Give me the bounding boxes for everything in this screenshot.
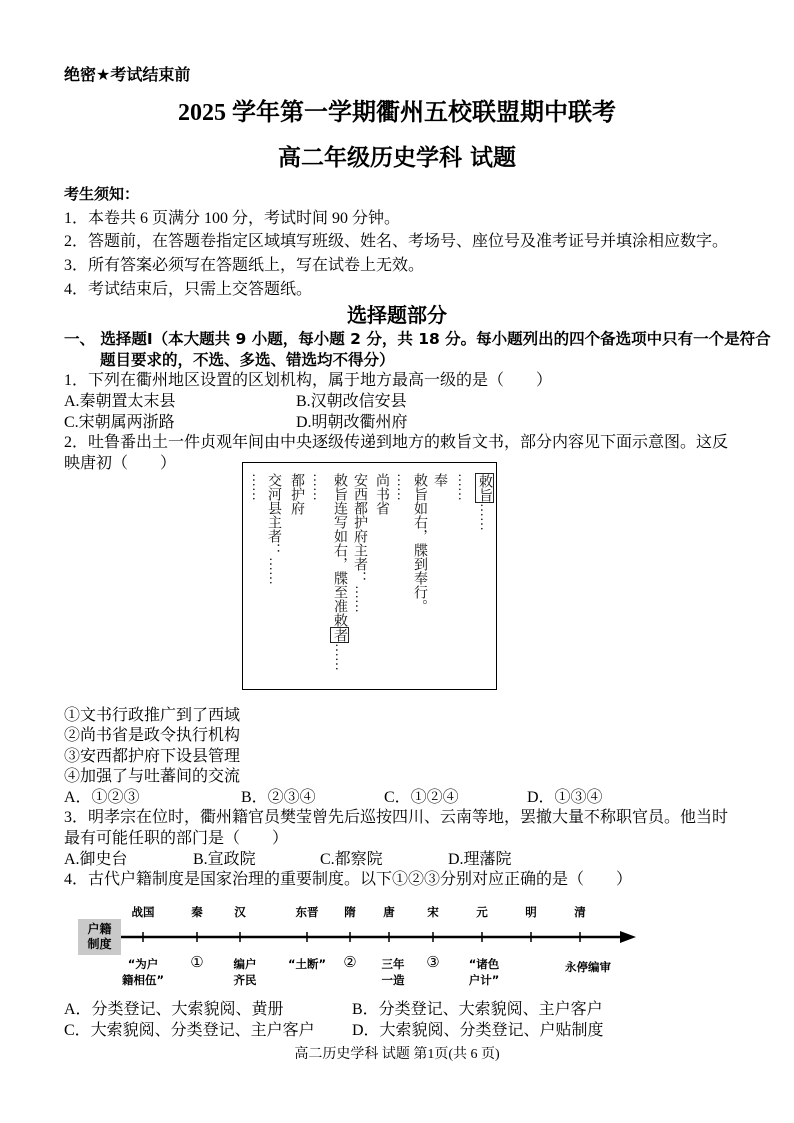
q3-option-a: A.御史台 <box>64 851 128 868</box>
q2-statement: ②尚书省是政令执行机构 <box>64 727 241 744</box>
q3-option-d: D.理藩院 <box>448 851 512 868</box>
column-text: 敕旨连写如右，牒至准敕 <box>332 473 347 627</box>
timeline-marker-line: “诸色 <box>468 957 500 971</box>
q2-option-a: A．①②③ <box>64 789 140 806</box>
boxed-text: 敕旨 <box>477 474 492 502</box>
edict-column: 尚书省 <box>374 473 389 515</box>
boxed-text: 者 <box>332 628 347 642</box>
section-heading: 一、 选择题Ⅰ（本大题共 9 小题，每小题 2 分，共 18 分。每小题列出的四个备选项中只有一个是符合题目要求的，不选、多选、错选均不得分） <box>64 330 771 369</box>
timeline-period: 清 <box>574 905 586 919</box>
q2-stem: 2．吐鲁番出土一件贞观年间由中央逐级传递到地方的敕旨文书，部分内容见下面示意图。这反映唐初（ ） <box>64 434 729 472</box>
notice-item: 3．所有答案必须写在答题纸上，写在试卷上无效。 <box>64 257 425 274</box>
q2-statement: ③安西都护府下设县管理 <box>64 748 241 765</box>
timeline-period: 元 <box>476 905 488 919</box>
timeline-blank-2: ② <box>343 955 357 971</box>
timeline-category-box <box>78 919 121 955</box>
edict-column: 奉 <box>432 473 447 487</box>
exam-subtitle: 高二年级历史学科 试题 <box>277 145 516 171</box>
column-text: …… <box>477 503 492 531</box>
q3-stem: 3．明孝宗在位时，衢州籍官员樊莹曾先后巡按四川、云南等地，罢撤大量不称职官员。他当时最有可能任职的部门是（ ） <box>64 809 729 847</box>
notice-item: 2．答题前，在答题卷指定区域填写班级、姓名、考场号、座位号及准考证号并填涂相应数字。 <box>64 233 729 250</box>
timeline-period: 秦 <box>191 905 203 919</box>
edict-column: …… <box>394 473 409 501</box>
q4-option-d: D．大索貌阅、分类登记、户贴制度 <box>352 1022 604 1039</box>
edict-column: …… <box>455 473 470 501</box>
timeline-period: 隋 <box>344 905 356 919</box>
edict-column: 交河县主者：…… <box>266 473 281 585</box>
q4-stem: 4．古代户籍制度是国家治理的重要制度。以下①②③分别对应正确的是（ ） <box>64 871 633 888</box>
q4-option-b: B．分类登记、大索貌阅、主户客户 <box>352 1001 603 1018</box>
page-footer: 高二历史学科 试题 第1页(共 6 页) <box>294 1047 500 1062</box>
q1-option-a: A.秦朝置太末县 <box>64 393 176 410</box>
q2-option-d: D．①③④ <box>527 789 603 806</box>
timeline-marker-line: 一造 <box>381 973 405 987</box>
timeline-marker <box>279 956 335 972</box>
q3-option-b: B.宣政院 <box>193 851 256 868</box>
timeline-marker-line: 户计” <box>468 973 500 987</box>
timeline-marker-line: 三年 <box>381 957 405 971</box>
household-registration-timeline <box>70 898 640 990</box>
timeline-period: 汉 <box>234 905 246 919</box>
edict-column: 敕旨如右，牒到奉行。 <box>412 473 427 613</box>
q2-statement: ④加强了与吐蕃间的交流 <box>64 768 241 785</box>
timeline-marker <box>456 956 512 988</box>
timeline-period: 唐 <box>383 905 395 919</box>
notice-item: 4．考试结束后，只需上交答题纸。 <box>64 281 313 298</box>
timeline-arrowhead <box>620 931 636 943</box>
timeline-marker <box>115 956 171 988</box>
edict-column: …… <box>310 473 325 501</box>
timeline-marker-line: 永停编审 <box>565 960 611 974</box>
timeline-period: 战国 <box>131 905 155 919</box>
edict-column: 安西都护府主者：…… <box>352 473 367 613</box>
section-title: 选择题部分 <box>347 303 447 327</box>
timeline-period: 宋 <box>427 905 439 919</box>
edict-column <box>476 473 492 531</box>
q2-statement: ①文书行政推广到了西域 <box>64 707 241 724</box>
timeline-marker-line: “土断” <box>287 957 327 971</box>
q1-option-b: B.汉朝改信安县 <box>296 393 407 410</box>
q4-option-c: C．大索貌阅、分类登记、主户客户 <box>64 1022 315 1039</box>
timeline-blank-1: ① <box>190 955 204 971</box>
timeline-category-label: 户籍制度 <box>87 922 112 951</box>
timeline-period: 明 <box>525 905 537 919</box>
timeline-blank-3: ③ <box>426 955 440 971</box>
edict-column: 都护府 <box>289 473 304 515</box>
timeline-marker <box>560 959 616 975</box>
q2-option-c: C．①②④ <box>384 789 459 806</box>
timeline-marker <box>217 956 273 988</box>
timeline-marker-line: 齐民 <box>233 973 257 987</box>
timeline-marker <box>365 956 421 988</box>
q2-option-b: B．②③④ <box>241 789 316 806</box>
confidential-label: 绝密★考试结束前 <box>64 65 191 84</box>
timeline-marker-line: 籍相伍” <box>121 973 165 987</box>
timeline-marker-line: 编户 <box>233 957 257 971</box>
q1-stem: 1．下列在衢州地区设置的区划机构，属于地方最高一级的是（ ） <box>64 372 553 389</box>
timeline-period: 东晋 <box>295 905 319 919</box>
q1-option-c: C.宋朝属两浙路 <box>64 414 175 431</box>
edict-diagram <box>242 462 497 690</box>
notice-title: 考生须知： <box>64 185 140 203</box>
notice-item: 1．本卷共 6 页满分 100 分，考试时间 90 分钟。 <box>64 210 401 227</box>
timeline-marker-line: “为户 <box>127 957 159 971</box>
exam-title: 2025 学年第一学期衢州五校联盟期中联考 <box>178 100 616 126</box>
edict-column: …… <box>249 473 264 501</box>
q3-option-c: C.都察院 <box>320 851 383 868</box>
column-text: …… <box>332 643 347 671</box>
edict-column <box>331 473 347 671</box>
q4-option-a: A．分类登记、大索貌阅、黄册 <box>64 1001 284 1018</box>
q1-option-d: D.明朝改衢州府 <box>296 414 408 431</box>
